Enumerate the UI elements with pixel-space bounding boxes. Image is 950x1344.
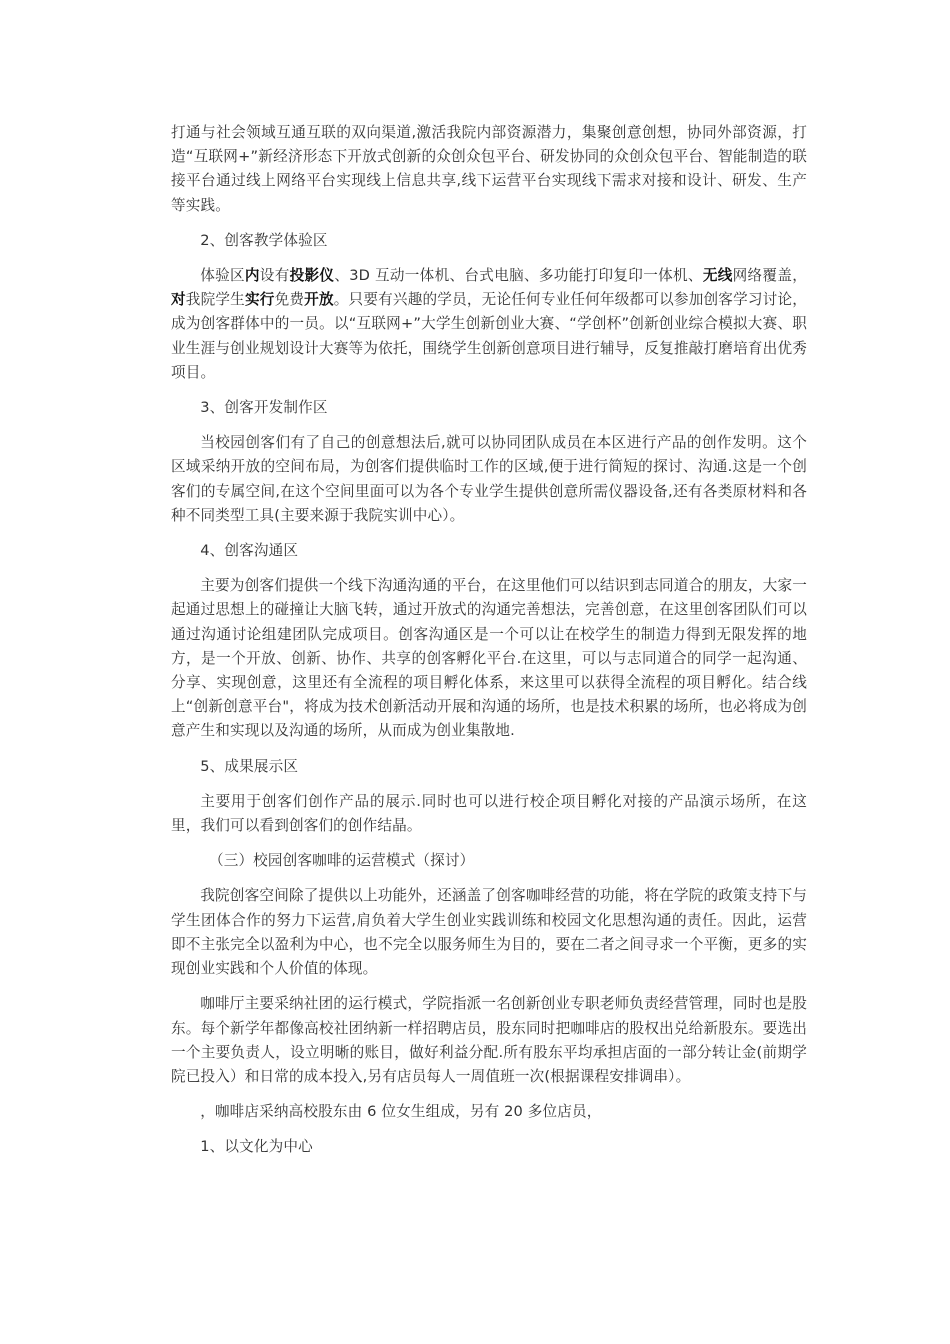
section-2-emphasis-4: 对 — [171, 291, 186, 309]
section-2-text-5: 我院学生 — [185, 291, 245, 309]
section-2-emphasis-1: 内 — [244, 267, 260, 285]
section-3-heading: 3、创客开发制作区 — [200, 399, 328, 417]
section-three-paragraph-1: 我院创客空间除了提供以上功能外，还涵盖了创客咖啡经营的功能，将在学院的政策支持下与学生团体合作的努力下运营,肩负着大学生创业实践训练和校园文化思想沟通的责任。因此，运营即不主张完全以盈利为中心，也不完全以服务师生为目的，要在二者之间寻求一个平衡，更多的实现创业实践和个人价值的体现。 — [171, 887, 807, 978]
document-body — [171, 121, 807, 1171]
section-2-text-4: 网络覆盖， — [732, 267, 807, 285]
section-5-paragraph: 主要用于创客们创作产品的展示.同时也可以进行校企项目孵化对接的产品演示场所，在这里，我们可以看到创客们的创作结晶。 — [171, 792, 807, 835]
section-2-emphasis-6: 开放 — [304, 291, 334, 309]
section-three-subheading: 1、以文化为中心 — [200, 1138, 313, 1156]
section-2-emphasis-5: 实行 — [244, 291, 275, 309]
section-three-paragraph-3: ，咖啡店采纳高校股东由 6 位女生组成，另有 20 多位店员， — [200, 1103, 602, 1121]
section-2-emphasis-3: 无线 — [702, 267, 733, 285]
section-2-text-7: 。只要有兴趣的学员，无论任何专业任何年级都可以参加创客学习讨论，成为创客群体中的一员。以“互联网+”大学生创新创业大赛、“学创杯”创新创业综合模拟大赛、职业生涯与创业规划设计大赛等为依托，围绕学生创新创意项目进行辅导，反复推敲打磨培育出优秀项目。 — [171, 291, 807, 381]
section-2-text-1: 体验区 — [200, 267, 245, 285]
section-4-paragraph: 主要为创客们提供一个线下沟通沟通的平台，在这里他们可以结识到志同道合的朋友，大家一起通过思想上的碰撞让大脑飞转，通过开放式的沟通完善想法，完善创意，在这里创客团队们可以通过沟通讨论组建团队完成项目。创客沟通区是一个可以让在校学生的制造力得到无限发挥的地方，是一个开放、创新、协作、共享的创客孵化平台.在这里，可以与志同道合的同学一起沟通、分享、实现创意，这里还有全流程的项目孵化体系，来这里可以获得全流程的项目孵化。结合线上“创新创意平台"，将成为技术创新活动开展和沟通的场所，也是技术积累的场所，也必将成为创意产生和实现以及沟通的场所，从而成为创业集散地. — [171, 577, 807, 740]
section-three-paragraph-2: 咖啡厅主要采纳社团的运行模式，学院指派一名创新创业专职老师负责经营管理，同时也是股东。每个新学年都像高校社团纳新一样招聘店员，股东同时把咖啡店的股权出兑给新股东。要选出一个主要负责人，设立明晰的账目，做好利益分配.所有股东平均承担店面的一部分转让金(前期学院已投入）和日常的成本投入,另有店员每人一周值班一次(根据课程安排调串）。 — [171, 995, 807, 1085]
intro-paragraph: 打通与社会领域互通互联的双向渠道,激活我院内部资源潜力，集聚创意创想，协同外部资源，打造“互联网+”新经济形态下开放式创新的众创众包平台、研发协同的众创众包平台、智能制造的联接平台通过线上网络平台实现线上信息共享,线下运营平台实现线下需求对接和设计、研发、生产等实践。 — [171, 124, 807, 214]
section-2-text-6: 免费 — [274, 291, 305, 309]
section-2-heading: 2、创客教学体验区 — [200, 231, 328, 249]
section-2-emphasis-2: 投影仪 — [289, 267, 335, 285]
section-4-heading: 4、创客沟通区 — [200, 542, 299, 560]
section-5-heading: 5、成果展示区 — [200, 757, 299, 775]
section-2-text-3: 、3D 互动一体机、台式电脑、多功能打印复印一体机、 — [334, 267, 703, 285]
section-three-heading: （三）校园创客咖啡的运营模式（探讨） — [208, 852, 475, 870]
section-2-text-2: 设有 — [259, 267, 290, 285]
section-3-paragraph: 当校园创客们有了自己的创意想法后,就可以协同团队成员在本区进行产品的创作发明。这个区域采纳开放的空间布局，为创客们提供临时工作的区域,便于进行简短的探讨、沟通.这是一个创客们的专属空间,在这个空间里面可以为各个专业学生提供创意所需仪器设备,还有各类原材料和各种不同类型工具(主要来源于我院实训中心）。 — [171, 434, 807, 524]
section-2-paragraph — [171, 264, 807, 385]
